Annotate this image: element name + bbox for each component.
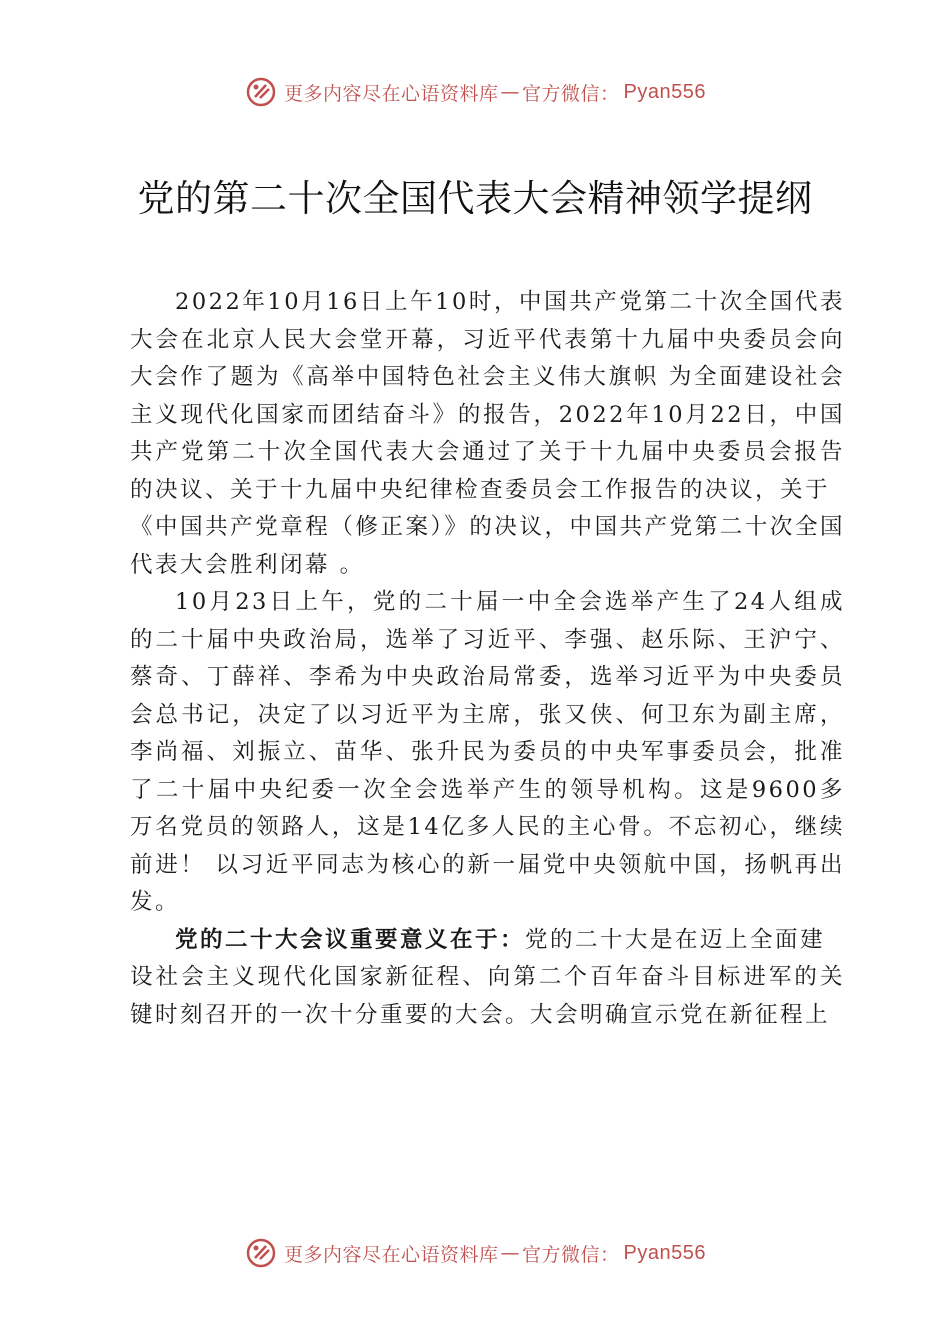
banner-separator: —	[500, 1242, 521, 1264]
banner-text: 更多内容尽在心语资料库	[284, 1243, 499, 1266]
paragraph-3-lead: 党的二十大会议重要意义在于：	[175, 926, 526, 953]
banner-handle: Pyan556	[623, 1241, 706, 1264]
document-title: 党的第二十次全国代表大会精神领学提纲	[137, 177, 813, 220]
paragraph-1b: 《中国共产党章程（修正案）》的决议，中国共产党第二十次全国代表大会胜利闭幕 。	[130, 514, 845, 578]
paragraph-1a: 2022年10月16日上午10时，中国共产党第二十次全国代表大会在北京人民大会堂开幕，习近平代表第十九届中央委员会向大会作了题为《高举中国特色社会主义伟大旗帜 为全面建设社会主义现代化国家而团结奋斗》的报告，2022年10月22日，中国共产党第二十次全国代表大会通过了关于十九届中央委员会报告 的决议、关于十九届中央纪律检查委员会工作报告的决议，关于	[130, 289, 845, 503]
banner-text: 更多内容尽在心语资料库	[284, 82, 499, 105]
paragraph-3b: 设社会主义现代化国家新征程、向第二个百年奋斗目标进军的关键时刻召开的一次十分重要的大会。大会明确宣示党在新征程上	[130, 964, 845, 1028]
banner-label: 官方微信：	[522, 82, 620, 105]
logo-icon	[244, 75, 278, 109]
paragraph-2: 10月23日上午，党的二十届一中全会选举产生了24人组成的二十届中央政治局，选举了习近平、李强、赵乐际、王沪宁、蔡奇、丁薛祥、李希为中央政治局常委，选举习近平为中央委员会总书记，决定了以习近平为主席，张又侠、何卫东为副主席，李尚福、刘振立、苗华、张升民为委员的中央军事委员会，批准了二十届中央纪委一次全会选举产生的领导机构。这是9600多万名党员的领路人，这是14亿多人民的主心骨。不忘初心，继续前进！ 以习近平同志为核心的新一届党中央领航中国，扬帆再出发。	[130, 589, 845, 915]
paragraph-3a	[130, 922, 845, 960]
banner-separator: —	[500, 81, 521, 103]
document-body	[130, 284, 845, 1034]
header-watermark	[0, 72, 950, 112]
paragraph-3-text: 党的二十大是在迈上全面建	[525, 926, 826, 953]
logo-icon	[244, 1236, 278, 1270]
footer-watermark	[0, 1233, 950, 1273]
banner-handle: Pyan556	[623, 80, 706, 103]
banner-label: 官方微信：	[522, 1243, 620, 1266]
